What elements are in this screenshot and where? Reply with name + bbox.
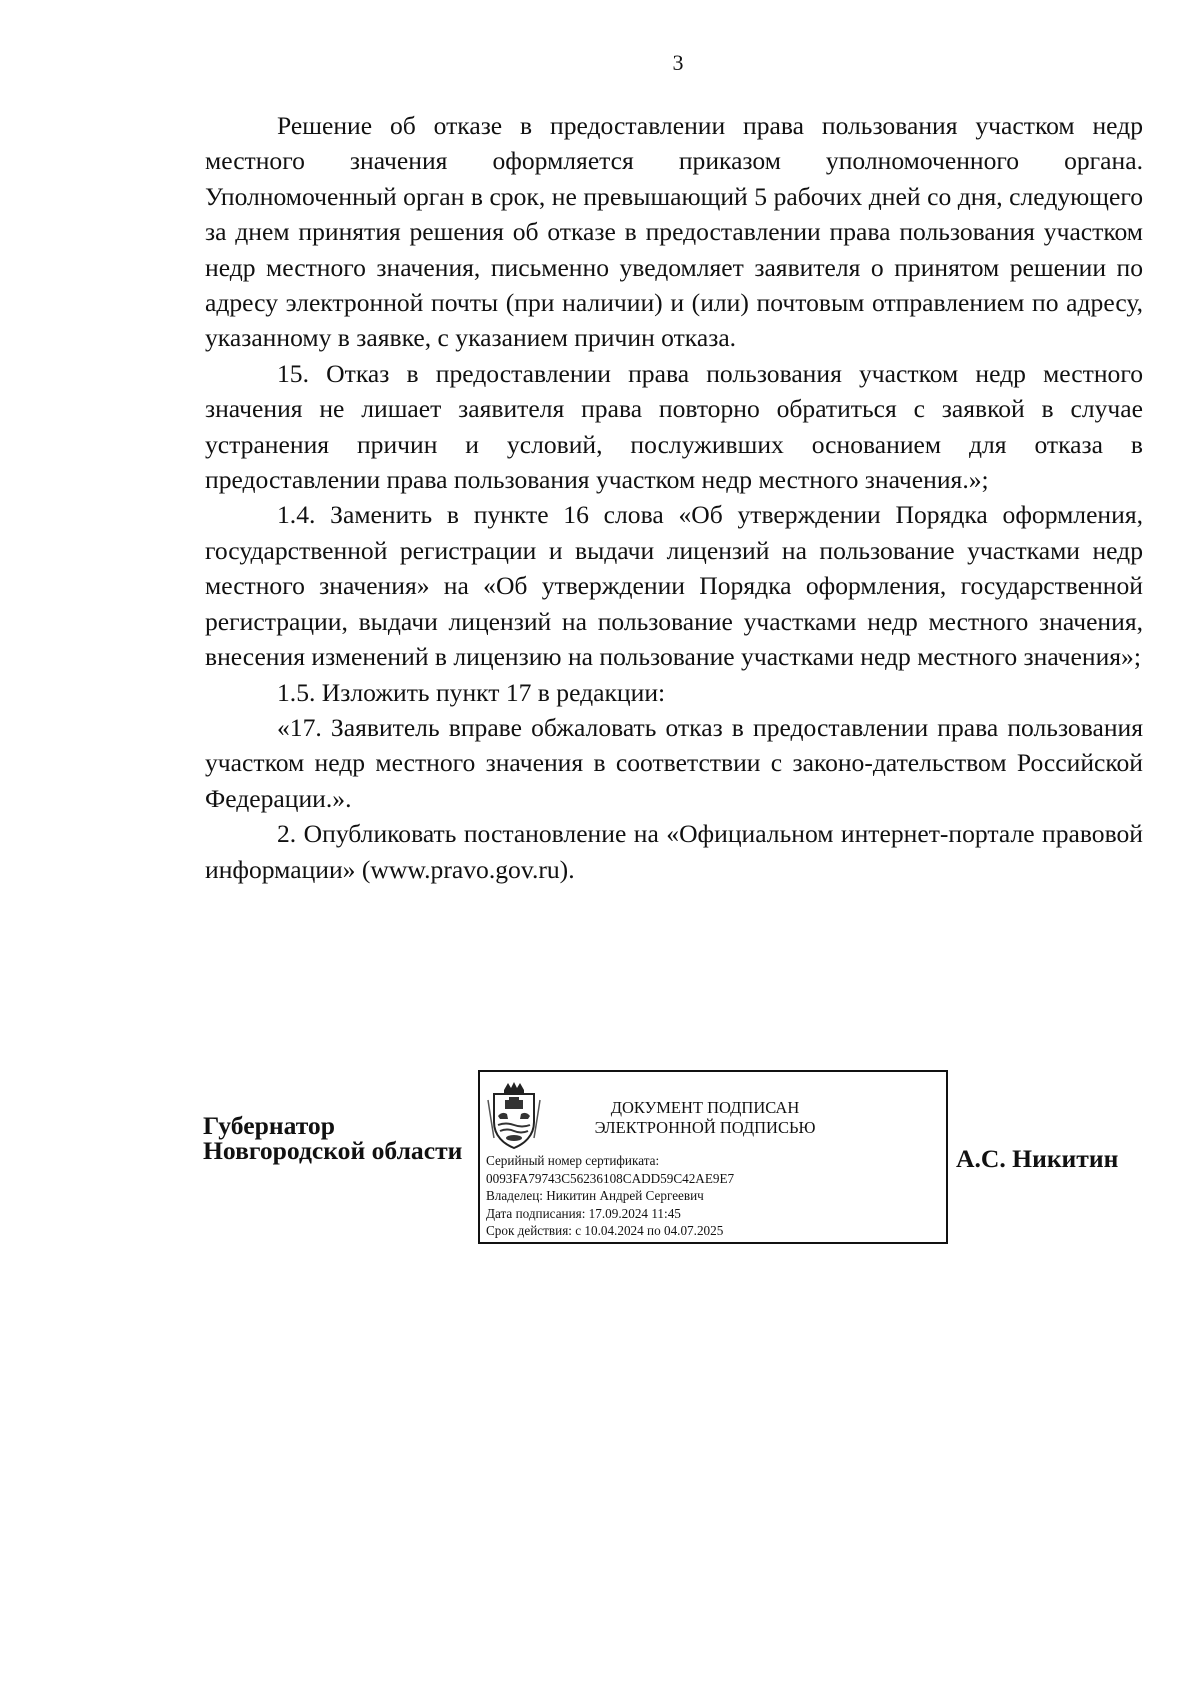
certificate-validity: Срок действия: с 10.04.2024 по 04.07.2025 xyxy=(486,1223,724,1238)
signer-name: А.С. Никитин xyxy=(956,1144,1119,1173)
signer-position-line2: Новгородской области xyxy=(203,1136,463,1165)
paragraph-item-17: «17. Заявитель вправе обжаловать отказ в предоставлении права пользования участком недр местного значения в соответствии с законо-дательством Российской Федерации.». xyxy=(205,712,1143,813)
paragraph-item-1-4: 1.4. Заменить в пункте 16 слова «Об утверждении Порядка оформления, государственной регистрации и выдачи лицензий на пользование участками недр местного значения» на «Об утверждении Порядка оформления, государственной регистрации, выдачи лицензий на пользование участками недр местного значения, внесения изменений в лицензию на пользование участками недр местного значения»; xyxy=(205,500,1143,672)
novgorod-coat-of-arms-icon xyxy=(486,1080,542,1150)
stamp-heading-line2: ЭЛЕКТРОННОЙ ПОДПИСЬЮ xyxy=(594,1118,816,1137)
electronic-signature-stamp xyxy=(478,1070,948,1244)
paragraph-item-1-5: 1.5. Изложить пункт 17 в редакции: xyxy=(277,677,666,707)
document-body xyxy=(205,108,1143,887)
paragraph-refusal-decision: Решение об отказе в предоставлении права пользования участком недр местного значения оформляется приказом уполномоченного органа. Уполномоченный орган в срок, не превышающий 5 рабочих дней со дня, следующего за днем принятия решения об отказе в предоставлении права пользования участком недр местного значения, письменно уведомляет заявителя о принятом решении по адресу электронной почты (при наличии) и (или) почтовым отправлением по адресу, указанному в заявке, с указанием причин отказа. xyxy=(205,111,1143,353)
certificate-serial-label: Серийный номер сертификата: xyxy=(486,1153,660,1168)
certificate-owner: Владелец: Никитин Андрей Сергеевич xyxy=(486,1188,704,1203)
page-number: 3 xyxy=(672,50,684,75)
signer-position xyxy=(203,1113,462,1163)
stamp-details xyxy=(486,1152,946,1240)
signature-block xyxy=(0,1070,1200,1270)
certificate-serial-value: 0093FA79743C56236108CADD59C42AE9E7 xyxy=(486,1170,735,1186)
signer-position-line1: Губернатор xyxy=(203,1111,335,1140)
paragraph-item-15: 15. Отказ в предоставлении права пользования участком недр местного значения не лишает заявителя права повторно обратиться с заявкой в случае устранения причин и условий, послуживших основанием для отказа в предоставлении права пользования участком недр местного значения.»; xyxy=(205,358,1143,495)
stamp-heading xyxy=(560,1098,850,1138)
stamp-heading-line1: ДОКУМЕНТ ПОДПИСАН xyxy=(610,1098,800,1117)
paragraph-item-2: 2. Опубликовать постановление на «Официальном интернет-портале правовой информации» (www.pravo.gov.ru). xyxy=(205,819,1143,884)
signing-date: Дата подписания: 17.09.2024 11:45 xyxy=(486,1205,681,1221)
